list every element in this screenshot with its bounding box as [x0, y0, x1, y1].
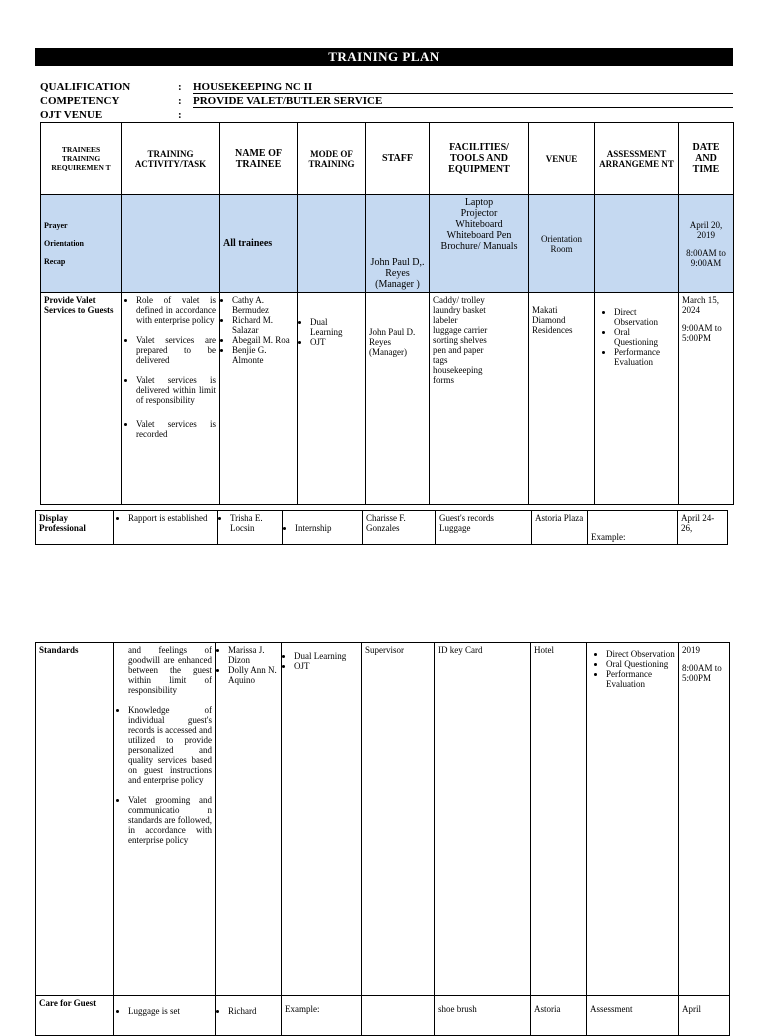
list-item: • Internship — [295, 523, 359, 533]
cell-activity — [114, 996, 216, 1036]
time-text: 8:00AM to 9:00AM — [686, 247, 726, 268]
cell-assessment — [587, 643, 679, 996]
facility-item: luggage carrier — [433, 325, 488, 335]
list-item: • Valet services are prepared to be delivered — [136, 335, 216, 365]
cell-venue: Orientation Room — [529, 195, 595, 293]
list-item: • Direct Observation — [614, 307, 675, 327]
table-header-row — [41, 123, 734, 195]
facility-item: housekeeping — [433, 365, 483, 375]
date-text: April — [682, 1004, 701, 1014]
cell-staff: Charisse F. Gonzales — [363, 511, 436, 545]
cell-venue: Astoria Plaza — [532, 511, 588, 545]
facility-item: Brochure/ Manuals — [440, 241, 518, 252]
col-header-venue: VENUE — [529, 123, 595, 195]
col-header-activity: TRAINING ACTIVITY/TASK — [122, 123, 220, 195]
list-item: • Abegail M. Roa — [232, 335, 294, 345]
trainee-list — [221, 513, 279, 533]
list-item: • Benjie G. Almonte — [232, 345, 294, 365]
list-item: • Richard — [228, 1006, 278, 1016]
competency-label: COMPETENCY — [40, 95, 120, 107]
cell-date — [679, 293, 734, 505]
list-item: • Role of valet is defined in accordance with enterprise policy — [136, 295, 216, 325]
assessment-text: Assessment — [590, 1004, 633, 1014]
date-text: March 15, 2024 — [682, 295, 719, 315]
cell-activity — [122, 293, 220, 505]
cell-requirements: Standards — [36, 643, 114, 996]
list-item: • Direct Observation — [606, 649, 675, 659]
list-item: • OJT — [310, 337, 362, 347]
cell-venue — [529, 293, 595, 505]
cell-mode — [282, 643, 362, 996]
cell-assessment: Example: — [588, 511, 678, 545]
trainee-list — [223, 295, 294, 365]
cell-venue: Hotel — [531, 643, 587, 996]
facility-item: sorting shelves — [433, 335, 487, 345]
qualification-label: QUALIFICATION — [40, 81, 131, 93]
list-item: • Performance Evaluation — [606, 669, 675, 689]
cell-activity — [122, 195, 220, 293]
list-item: • Dolly Ann N. Aquino — [228, 665, 278, 685]
cell-mode — [283, 511, 363, 545]
list-item: • Dual Learning — [310, 317, 362, 337]
cell-facilities — [436, 511, 532, 545]
mode-list — [301, 317, 362, 347]
list-item: • Cathy A. Bermudez — [232, 295, 294, 315]
activity-list — [117, 1006, 212, 1016]
list-item: • Performance Evaluation — [614, 347, 675, 367]
ojt-venue-row — [40, 109, 740, 122]
training-plan-table-page2 — [35, 642, 730, 1036]
qualification-colon: : — [178, 81, 182, 93]
facility-item: Whiteboard — [455, 219, 503, 230]
facility-item: forms — [433, 375, 454, 385]
mode-text: Example: — [285, 1004, 320, 1014]
activity-list — [117, 513, 214, 523]
list-item: • Valet grooming and communicatio n standards are followed, in accordance with enterprise policy — [128, 795, 212, 845]
cell-date — [679, 643, 730, 996]
list-item: • Valet services is recorded — [136, 419, 216, 439]
cell-trainee — [216, 643, 282, 996]
col-header-date: DATE AND TIME — [679, 123, 734, 195]
cell-mode — [298, 195, 366, 293]
trainee-list — [219, 645, 278, 685]
list-item: and feelings of goodwill are enhanced between the guest within limit of responsibility — [128, 645, 212, 695]
mode-list — [285, 651, 358, 671]
date-text: 2019 — [682, 645, 700, 655]
cell-mode — [298, 293, 366, 505]
activity-list — [117, 705, 212, 845]
col-header-staff: STAFF — [366, 123, 430, 195]
requirement-orientation: Orientation — [44, 239, 84, 248]
list-item: • Luggage is set — [128, 1006, 212, 1016]
table-row-display — [36, 511, 728, 545]
training-plan-table — [40, 122, 734, 505]
ojt-venue-colon: : — [178, 109, 182, 121]
list-item: • Oral Questioning — [614, 327, 675, 347]
qualification-row — [40, 81, 740, 94]
cell-requirements: Provide Valet Services to Guests — [41, 293, 122, 505]
assessment-list — [590, 649, 675, 689]
qualification-value: HOUSEKEEPING NC II — [193, 81, 313, 93]
table-row-valet — [41, 293, 734, 505]
facility-item: labeler — [433, 315, 458, 325]
mode-list — [286, 523, 359, 533]
facility-item: Caddy/ trolley — [433, 295, 485, 305]
facility-item: pen and paper — [433, 345, 484, 355]
facility-item: tags — [433, 355, 448, 365]
requirement-prayer: Prayer — [44, 221, 68, 230]
facility-item: Guest's records — [439, 513, 494, 523]
date-text: April 20, 2019 — [689, 219, 723, 240]
activity-list — [125, 295, 216, 439]
cell-date: April 24-26, — [678, 511, 728, 545]
training-plan-table-continued — [35, 510, 728, 545]
cell-requirements: Care for Guest — [36, 996, 114, 1036]
cell-facilities — [430, 195, 529, 293]
facility-item: shoe brush — [438, 1004, 477, 1014]
cell-assessment — [595, 195, 679, 293]
cell-facilities: ID key Card — [435, 643, 531, 996]
list-item: • Oral Questioning — [606, 659, 675, 669]
col-header-mode: MODE OF TRAINING — [298, 123, 366, 195]
ojt-venue-label: OJT VENUE — [40, 109, 103, 121]
facility-item: Laptop — [464, 197, 494, 208]
cell-facilities — [430, 293, 529, 505]
facility-item: Whiteboard Pen — [446, 230, 512, 241]
cell-requirements — [41, 195, 122, 293]
trainee-list — [219, 1006, 278, 1016]
time-text: 9:00AM to 5:00PM — [682, 323, 722, 343]
list-item: • Valet services is delivered within limit of responsibility — [136, 375, 216, 405]
list-item: • OJT — [294, 661, 358, 671]
qualification-underline — [193, 93, 733, 94]
col-header-facilities: FACILITIES/ TOOLS AND EQUIPMENT — [430, 123, 529, 195]
list-item: • Dual Learning — [294, 651, 358, 661]
cell-assessment — [587, 996, 679, 1036]
cell-mode — [282, 996, 362, 1036]
list-item: • Rapport is established — [128, 513, 214, 523]
facility-item: Luggage — [439, 523, 471, 533]
table-row-display-standards — [36, 643, 730, 996]
list-item: • Marissa J. Dizon — [228, 645, 278, 665]
cell-staff: Supervisor — [362, 643, 435, 996]
activity-continuation — [117, 645, 212, 695]
cell-date — [679, 195, 734, 293]
cell-trainee — [216, 996, 282, 1036]
competency-value: PROVIDE VALET/BUTLER SERVICE — [193, 95, 383, 107]
venue-name: Astoria — [534, 1004, 561, 1014]
cell-trainee — [220, 293, 298, 505]
cell-requirements: Display Professional — [36, 511, 114, 545]
cell-activity — [114, 511, 218, 545]
staff-name: John Paul D. Reyes (Manager) — [369, 327, 416, 357]
cell-venue — [531, 996, 587, 1036]
competency-underline — [193, 107, 733, 108]
cell-assessment — [595, 293, 679, 505]
facility-item: laundry basket — [433, 305, 486, 315]
cell-staff: John Paul D,. Reyes (Manager ) — [366, 195, 430, 293]
cell-trainee — [218, 511, 283, 545]
assessment-list — [598, 307, 675, 367]
competency-row — [40, 95, 740, 108]
cell-facilities — [435, 996, 531, 1036]
requirement-recap: Recap — [44, 257, 66, 266]
page-title: TRAINING PLAN — [35, 48, 733, 66]
time-text: 8:00AM to 5:00PM — [682, 663, 722, 683]
facility-item: Projector — [460, 208, 498, 219]
list-item: • Knowledge of individual guest's records is accessed and utilized to provide personalized and quality services based on guest instructions and enterprise policy — [128, 705, 212, 785]
cell-date — [679, 996, 730, 1036]
table-row-orientation — [41, 195, 734, 293]
cell-activity — [114, 643, 216, 996]
cell-staff — [362, 996, 435, 1036]
table-row-care — [36, 996, 730, 1036]
list-item: • Richard M. Salazar — [232, 315, 294, 335]
venue-name: Makati Diamond Residences — [532, 305, 573, 335]
col-header-assessment: ASSESSMENT ARRANGEME NT — [595, 123, 679, 195]
cell-staff — [366, 293, 430, 505]
list-item: • Trisha E. Locsin — [230, 513, 279, 533]
col-header-trainee: NAME OF TRAINEE — [220, 123, 298, 195]
cell-trainee: All trainees — [220, 195, 298, 293]
col-header-requirements: TRAINEES TRAINING REQUIREMEN T — [41, 123, 122, 195]
competency-colon: : — [178, 95, 182, 107]
